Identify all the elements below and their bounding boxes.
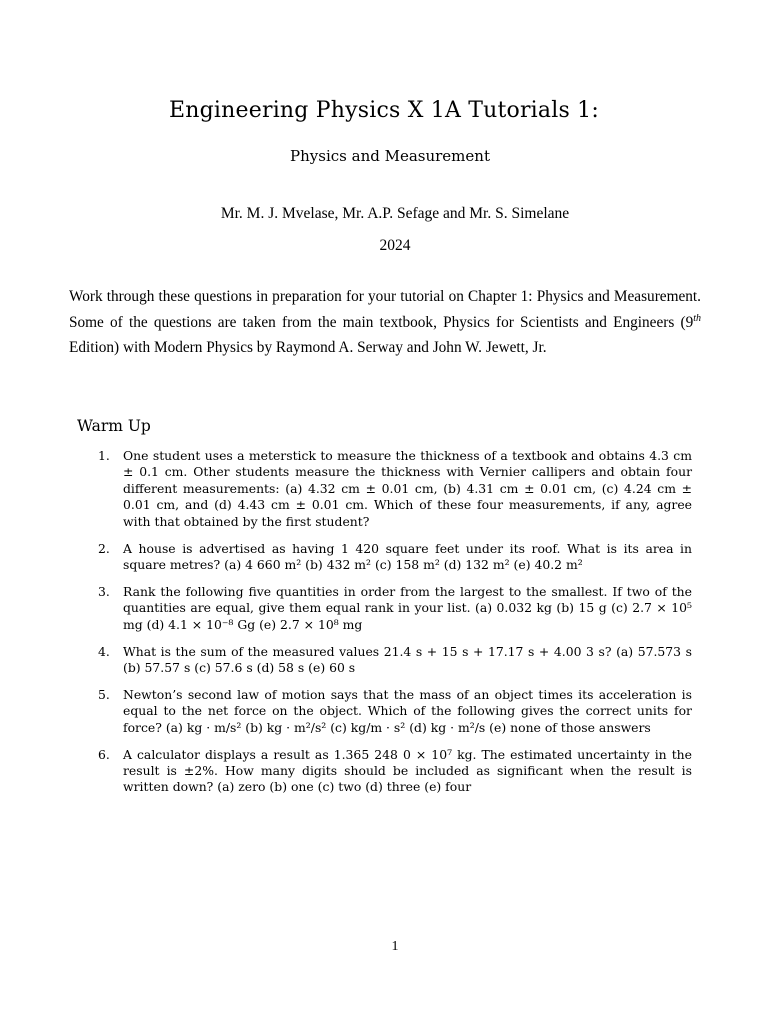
question-text: Rank the following five quantities in order from the largest to the smallest. If two of the quantities are equal, give them equal rank in your list. (a) 0.032 kg (b) 15 g (c) 2.7 × 10⁵ mg (d) 4.1 × 10⁻⁸ Gg (e) 2.7 × 10⁸ mg — [123, 583, 692, 632]
question-number: 2. — [98, 540, 110, 556]
page-title: Engineering Physics X 1A Tutorials 1: — [169, 98, 599, 123]
question-item — [98, 584, 692, 633]
question-list — [98, 448, 692, 806]
question-item — [98, 747, 692, 796]
question-item — [98, 687, 692, 736]
question-number: 5. — [98, 686, 110, 702]
question-item — [98, 644, 692, 677]
page-subtitle: Physics and Measurement — [290, 147, 490, 165]
question-number: 3. — [98, 583, 110, 599]
question-text: A calculator displays a result as 1.365 248 0 × 10⁷ kg. The estimated uncertainty in the result is ±2%. How many digits should be included as significant when the result is written down? (a) zero (b) one (c) two (d) three (e) four — [123, 746, 692, 795]
question-item — [98, 541, 692, 574]
intro-paragraph — [69, 284, 701, 361]
section-heading-warm-up: Warm Up — [77, 417, 151, 435]
intro-text-start: Work through these questions in preparation for your tutorial on Chapter 1: Physics and Measurement. Some of the questions are taken from the main textbook, Physics for Scientists and Engineers (9 — [69, 288, 701, 331]
question-text: Newton’s second law of motion says that the mass of an object times its acceleration is equal to the net force on the object. Which of the following gives the correct units for force? (a) kg · m/s² (b) kg · m²/s² (c) kg/m · s² (d) kg · m²/s (e) none of those answers — [123, 686, 692, 735]
authors-line: Mr. M. J. Mvelase, Mr. A.P. Sefage and Mr. S. Simelane — [220, 205, 570, 222]
question-number: 4. — [98, 643, 110, 659]
page-number: 1 — [391, 939, 399, 954]
question-item — [98, 448, 692, 530]
question-number: 1. — [98, 448, 110, 463]
intro-text-end: Edition) with Modern Physics by Raymond A. Serway and John W. Jewett, Jr. — [69, 339, 547, 356]
year-line: 2024 — [379, 237, 411, 254]
question-number: 6. — [98, 746, 110, 762]
edition-superscript: th — [693, 312, 701, 324]
question-text: What is the sum of the measured values 21.4 s + 15 s + 17.17 s + 4.00 3 s? (a) 57.573 s (b) 57.57 s (c) 57.6 s (d) 58 s (e) 60 s — [123, 643, 692, 675]
question-text: A house is advertised as having 1 420 square feet under its roof. What is its area in square metres? (a) 4 660 m² (b) 432 m² (c) 158 m² (d) 132 m² (e) 40.2 m² — [123, 540, 692, 572]
question-text: One student uses a meterstick to measure the thickness of a textbook and obtains 4.3 cm ± 0.1 cm. Other students measure the thickness with Vernier callipers and obtain four different measurements: (a) 4.32 cm ± 0.01 cm, (b) 4.31 cm ± 0.01 cm, (c) 4.24 cm ± 0.01 cm, and (d) 4.43 cm ± 0.01 cm. Which of these four measurements, if any, agree with that obtained by the first student? — [123, 448, 692, 529]
